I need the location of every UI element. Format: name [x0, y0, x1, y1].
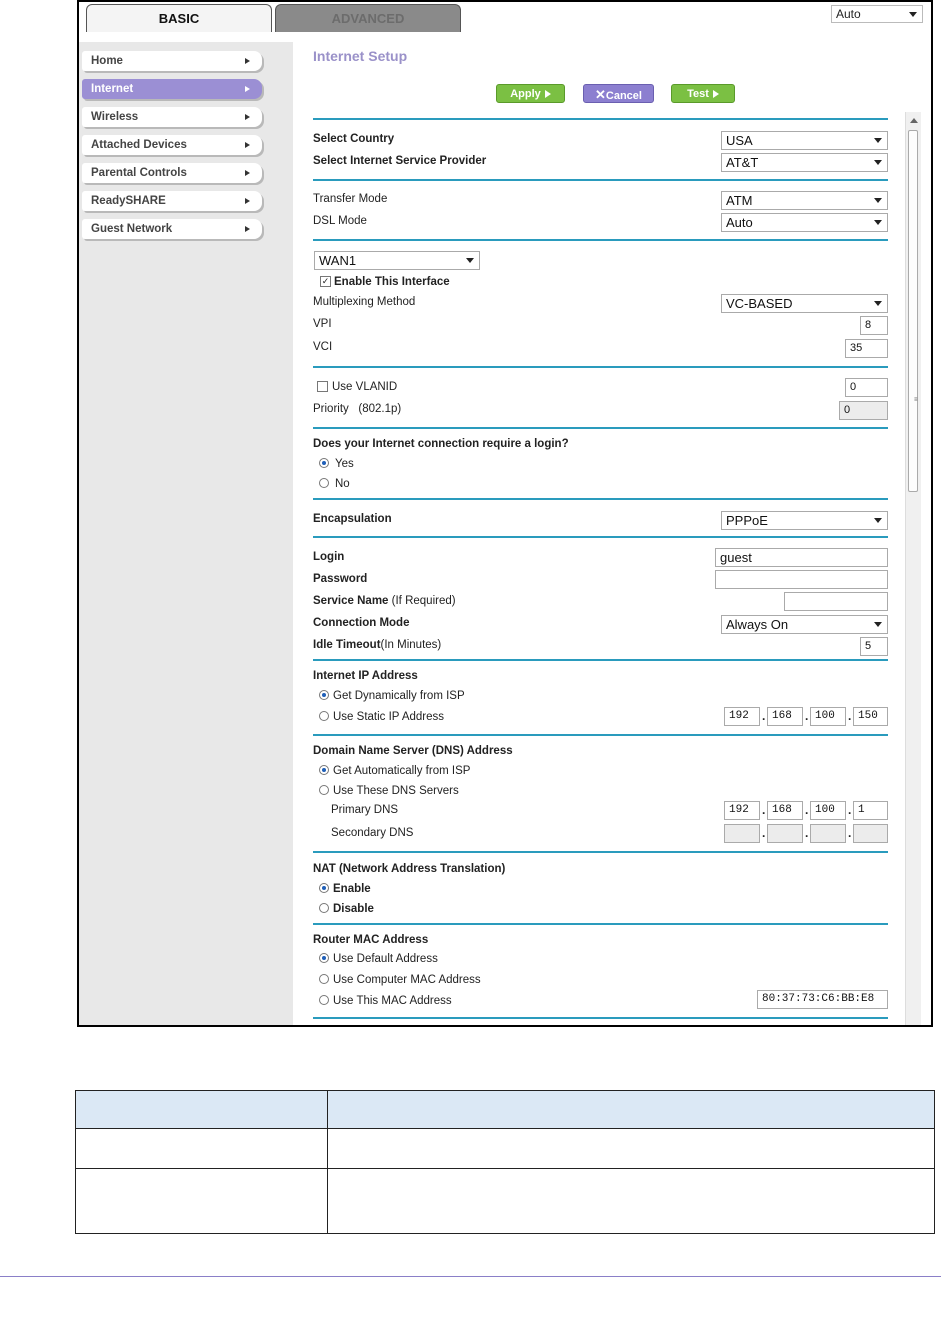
apply-label: Apply	[510, 88, 541, 100]
cancel-label: Cancel	[605, 90, 642, 102]
main-content	[293, 42, 933, 1027]
priority-input[interactable]: 0	[839, 401, 888, 420]
table-header-cell	[76, 1091, 328, 1129]
nat-section-title: NAT (Network Address Translation)	[313, 863, 506, 875]
sidebar-item-label: Home	[91, 55, 123, 67]
idle-timeout-input[interactable]: 5	[860, 637, 888, 656]
isp-value: AT&T	[726, 155, 759, 170]
scrollbar-thumb[interactable]	[908, 130, 918, 492]
table-cell	[76, 1129, 328, 1169]
transfer-mode-value: ATM	[726, 193, 753, 208]
ip-octet-4[interactable]: 150	[853, 707, 888, 726]
country-select[interactable]	[721, 131, 888, 150]
mac-default-label: Use Default Address	[333, 953, 438, 965]
sidebar-item-readyshare[interactable]	[82, 191, 262, 211]
ip-octet-3[interactable]: 100	[810, 707, 846, 726]
table-row	[76, 1129, 935, 1169]
router-setup-screenshot	[77, 0, 933, 1027]
sidebar-item-guest-network[interactable]	[82, 219, 262, 239]
divider	[313, 366, 888, 368]
vci-input[interactable]: 35	[845, 339, 888, 358]
encapsulation-value: PPPoE	[726, 513, 768, 528]
mac-computer-radio[interactable]	[319, 974, 329, 984]
service-name-label	[313, 595, 456, 607]
dns-manual-radio[interactable]	[319, 785, 329, 795]
priority-label-text: Priority	[313, 403, 349, 415]
divider	[313, 1017, 888, 1019]
sidebar-item-label: Wireless	[91, 111, 139, 123]
dsl-mode-select[interactable]	[721, 213, 888, 232]
login-input[interactable]: guest	[715, 548, 888, 567]
dot-separator: .	[762, 826, 766, 840]
country-label: Select Country	[313, 133, 395, 145]
top-bar	[79, 2, 931, 32]
priority-unit: (802.1p)	[358, 403, 402, 415]
connection-mode-select[interactable]	[721, 615, 888, 634]
dot-separator: .	[762, 803, 766, 817]
arrow-right-icon	[245, 114, 250, 120]
multiplexing-select[interactable]	[721, 294, 888, 313]
scroll-up-icon[interactable]	[910, 118, 918, 123]
dot-separator: .	[848, 709, 852, 723]
arrow-right-icon	[245, 142, 250, 148]
dns-section-title: Domain Name Server (DNS) Address	[313, 745, 513, 757]
ip-section-title: Internet IP Address	[313, 670, 418, 682]
service-name-hint: (If Required)	[391, 595, 456, 607]
dot-separator: .	[805, 826, 809, 840]
password-input[interactable]	[715, 570, 888, 589]
ip-dynamic-radio[interactable]	[319, 690, 329, 700]
language-select[interactable]	[831, 5, 923, 23]
divider	[313, 851, 888, 853]
divider	[313, 498, 888, 500]
mac-this-label: Use This MAC Address	[333, 995, 452, 1007]
login-question: Does your Internet connection require a login?	[313, 438, 569, 450]
close-icon: ✕	[595, 87, 606, 102]
priority-label	[313, 403, 401, 415]
dsl-mode-value: Auto	[726, 215, 753, 230]
dsl-mode-label: DSL Mode	[313, 215, 367, 227]
transfer-mode-label: Transfer Mode	[313, 193, 388, 205]
dns-manual-label: Use These DNS Servers	[333, 785, 459, 797]
nat-disable-radio[interactable]	[319, 903, 329, 913]
internet-setup-form	[293, 42, 903, 1027]
chevron-down-icon	[874, 518, 882, 523]
vci-label: VCI	[313, 341, 333, 353]
test-label: Test	[687, 88, 709, 100]
table-cell	[76, 1169, 328, 1234]
country-value: USA	[726, 133, 753, 148]
sidebar-item-home[interactable]	[82, 51, 262, 71]
divider	[313, 179, 888, 181]
enable-interface-checkbox[interactable]	[320, 276, 331, 287]
service-name-text: Service Name	[313, 595, 389, 607]
primary-dns-octet-4[interactable]: 1	[853, 801, 888, 820]
ip-static-radio[interactable]	[319, 711, 329, 721]
chevron-down-icon	[874, 138, 882, 143]
mac-computer-label: Use Computer MAC Address	[333, 974, 481, 986]
tab-advanced[interactable]: ADVANCED	[275, 4, 461, 32]
nat-disable-label: Disable	[333, 903, 374, 915]
divider	[313, 734, 888, 736]
divider	[313, 923, 888, 925]
idle-timeout-label	[313, 639, 441, 651]
vpi-label: VPI	[313, 318, 332, 330]
dot-separator: .	[848, 803, 852, 817]
wan-value: WAN1	[319, 253, 357, 268]
settings-table	[75, 1090, 935, 1234]
ip-octet-1[interactable]: 192	[724, 707, 760, 726]
sidebar-item-parental-controls[interactable]	[82, 163, 262, 183]
vpi-input[interactable]: 8	[860, 316, 888, 335]
tab-basic[interactable]: BASIC	[86, 4, 272, 32]
sidebar-item-label: ReadySHARE	[91, 195, 166, 207]
dot-separator: .	[805, 709, 809, 723]
arrow-right-icon	[245, 86, 250, 92]
dns-auto-label: Get Automatically from ISP	[333, 765, 471, 777]
dns-auto-radio[interactable]	[319, 765, 329, 775]
table-cell	[328, 1169, 935, 1234]
multiplexing-label: Multiplexing Method	[313, 296, 416, 308]
dot-separator: .	[805, 803, 809, 817]
sidebar-item-label: Guest Network	[91, 223, 173, 235]
mac-section-title: Router MAC Address	[313, 934, 429, 946]
chevron-down-icon	[874, 220, 882, 225]
divider	[313, 239, 888, 241]
isp-label: Select Internet Service Provider	[313, 155, 487, 167]
divider	[313, 659, 888, 661]
connection-mode-label: Connection Mode	[313, 617, 410, 629]
table-row	[76, 1169, 935, 1234]
sidebar	[79, 42, 293, 1027]
login-label: Login	[313, 551, 345, 563]
scrollbar[interactable]	[905, 112, 921, 1027]
footer-rule	[0, 1276, 941, 1277]
encapsulation-select[interactable]	[721, 511, 888, 530]
ip-dynamic-label: Get Dynamically from ISP	[333, 690, 465, 702]
wan-select[interactable]	[314, 251, 480, 270]
enable-interface-label: Enable This Interface	[334, 276, 450, 288]
vlanid-input[interactable]: 0	[845, 378, 888, 397]
divider	[313, 427, 888, 429]
sidebar-item-label: Parental Controls	[91, 167, 187, 179]
dot-separator: .	[848, 826, 852, 840]
chevron-down-icon	[874, 301, 882, 306]
language-value: Auto	[836, 7, 861, 21]
arrow-right-icon	[245, 198, 250, 204]
sidebar-item-wireless[interactable]	[82, 107, 262, 127]
connection-mode-value: Always On	[726, 617, 789, 632]
sidebar-item-label: Internet	[91, 83, 134, 95]
ip-static-label: Use Static IP Address	[333, 711, 445, 723]
mac-default-radio[interactable]	[319, 953, 329, 963]
check-icon: ✓	[321, 276, 330, 286]
secondary-dns-label: Secondary DNS	[331, 827, 414, 839]
table-cell	[328, 1129, 935, 1169]
login-no-radio[interactable]	[319, 478, 329, 488]
mac-address-input[interactable]: 80:37:73:C6:BB:E8	[757, 990, 888, 1009]
isp-select[interactable]	[721, 153, 888, 172]
primary-dns-octet-1[interactable]: 192	[724, 801, 760, 820]
multiplexing-value: VC-BASED	[726, 296, 793, 311]
transfer-mode-select[interactable]	[721, 191, 888, 210]
mac-this-radio[interactable]	[319, 995, 329, 1005]
primary-dns-octet-3[interactable]: 100	[810, 801, 846, 820]
chevron-down-icon	[909, 12, 917, 17]
idle-timeout-text: Idle Timeout	[313, 639, 381, 651]
chevron-down-icon	[874, 160, 882, 165]
dot-separator: .	[762, 709, 766, 723]
use-vlanid-checkbox[interactable]	[317, 381, 328, 392]
login-yes-radio[interactable]	[319, 458, 329, 468]
secondary-dns-octet-4[interactable]	[853, 824, 888, 843]
secondary-dns-octet-1[interactable]	[724, 824, 760, 843]
divider	[313, 118, 888, 120]
password-label: Password	[313, 573, 368, 585]
grip-icon: ≡	[914, 397, 918, 403]
nat-enable-radio[interactable]	[319, 883, 329, 893]
ip-octet-2[interactable]: 168	[767, 707, 803, 726]
nat-enable-label: Enable	[333, 883, 371, 895]
secondary-dns-octet-2[interactable]	[767, 824, 803, 843]
page-title: Internet Setup	[313, 48, 408, 64]
table-header-row	[76, 1091, 935, 1129]
divider	[313, 536, 888, 538]
login-no-label: No	[335, 478, 350, 490]
idle-timeout-hint: (In Minutes)	[380, 639, 442, 651]
use-vlanid-label: Use VLANID	[332, 381, 398, 393]
secondary-dns-octet-3[interactable]	[810, 824, 846, 843]
service-name-input[interactable]	[784, 592, 888, 611]
table-header-cell	[328, 1091, 935, 1129]
sidebar-item-internet[interactable]	[82, 79, 262, 99]
primary-dns-label: Primary DNS	[331, 804, 399, 816]
login-yes-label: Yes	[335, 458, 354, 470]
arrow-right-icon	[245, 58, 250, 64]
sidebar-item-attached-devices[interactable]	[82, 135, 262, 155]
chevron-down-icon	[874, 622, 882, 627]
arrow-right-icon	[245, 226, 250, 232]
chevron-down-icon	[874, 198, 882, 203]
primary-dns-octet-2[interactable]: 168	[767, 801, 803, 820]
chevron-down-icon	[466, 258, 474, 263]
encapsulation-label: Encapsulation	[313, 513, 392, 525]
arrow-right-icon	[245, 170, 250, 176]
sidebar-item-label: Attached Devices	[91, 139, 187, 151]
